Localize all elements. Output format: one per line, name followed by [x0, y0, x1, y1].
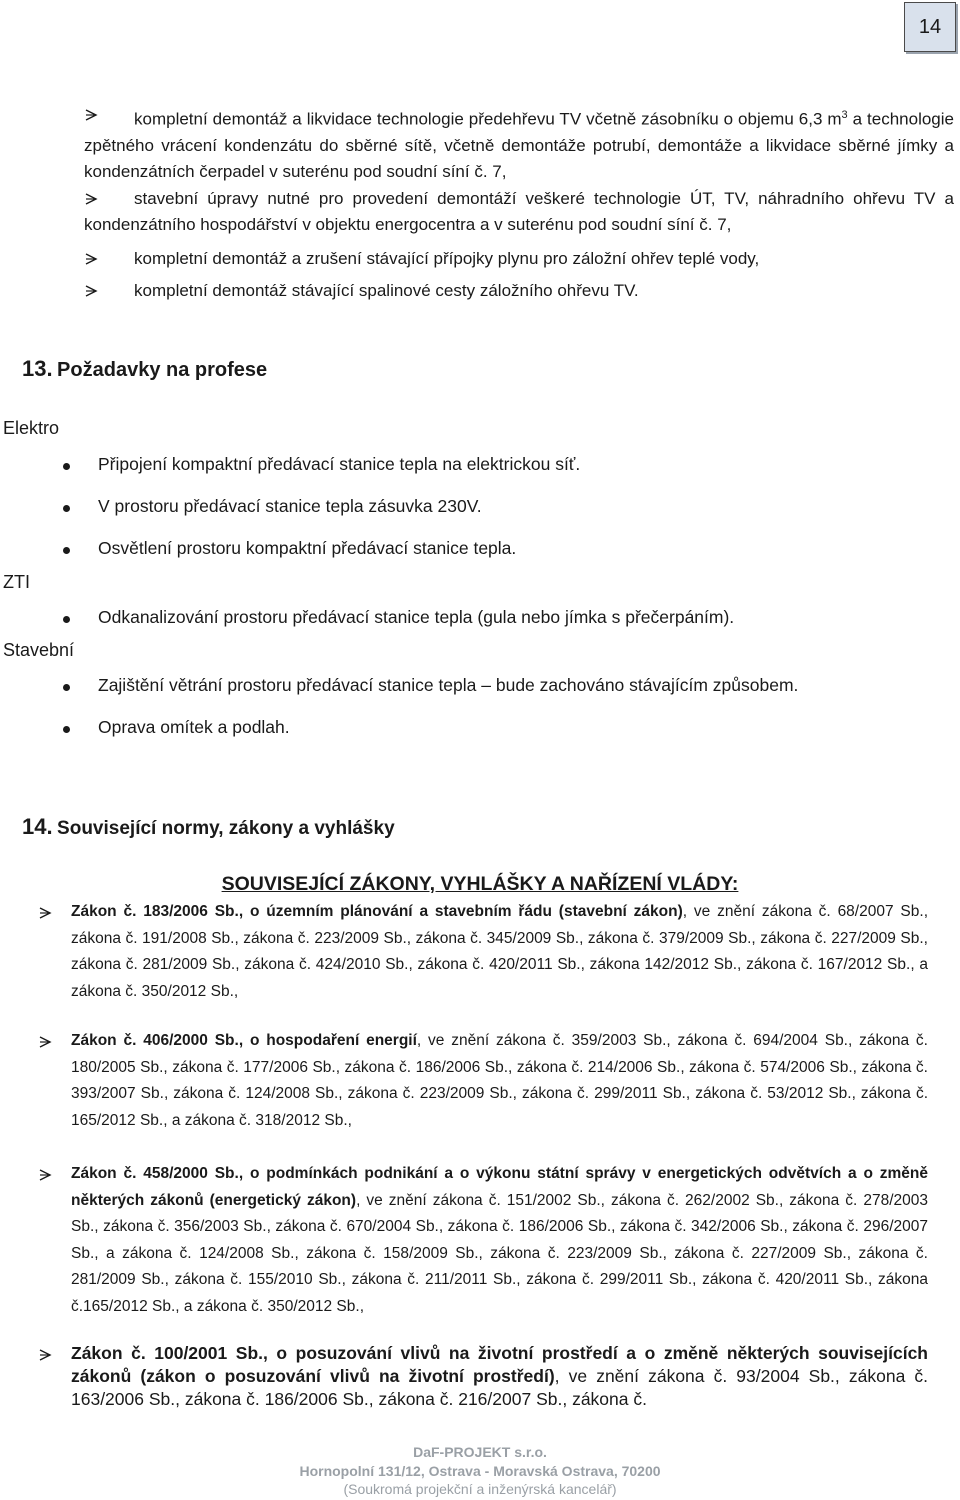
arrow-bullet-icon [38, 1168, 52, 1182]
bullet-dot-icon [63, 505, 70, 512]
law-item: Zákon č. 406/2000 Sb., o hospodaření energií, ve znění zákona č. 359/2003 Sb., zákona č. 694/2004 Sb., zákona č. 180/2005 Sb., zákona č. 177/2006 Sb., zákona č. 186/2006 Sb., zákona č. 214/2006 Sb., zákona č. 574/2006 Sb., zákona č. 393/2007 Sb., zákona č. 124/2008 Sb., zákona č. 223/2009 Sb., zákona č. 299/2011 Sb., zákona č. 53/2012 Sb., zákona č. 165/2012 Sb., a zákona č. 318/2012 Sb., [71, 1032, 928, 1129]
demolition-item: kompletní demontáž a likvidace technologie předehřevu TV včetně zásobníku o objemu 6,3 $m^3$ a technologie zpětného vrácení kondenzátu do sběrné sítě, včetně demontáže potrubí, demontáže a likvidace sběrné jímky a kondenzátních čerpadel v suterénu pod soudní síní č. 7, [84, 109, 954, 181]
section-number: 14. [22, 814, 53, 839]
profession-label-elektro: Elektro [3, 418, 60, 438]
requirement-item: Osvětlení prostoru kompaktní předávací stanice tepla. [98, 538, 517, 558]
section-title: Související normy, zákony a vyhlášky [57, 818, 395, 839]
footer-company: DaF-PROJEKT s.r.o. [413, 1444, 547, 1460]
requirement-item: Oprava omítek a podlah. [98, 717, 290, 737]
law-item: Zákon č. 183/2006 Sb., o územním plánování a stavebním řádu (stavební zákon), ve znění zákona č. 68/2007 Sb., zákona č. 191/2008 Sb., zákona č. 223/2009 Sb., zákona č. 345/2009 Sb., zákona č. 379/2009 Sb., zákona č. 227/2009 Sb., zákona č. 281/2009 Sb., zákona č. 424/2010 Sb., zákona č. 420/2011 Sb., zákona 142/2012 Sb., zákona č. 167/2012 Sb., a zákona č. 350/2012 Sb., [71, 903, 928, 1000]
requirement-item: Zajištění větrání prostoru předávací stanice tepla – bude zachováno stávajícím způsobem. [98, 675, 799, 695]
arrow-bullet-icon [38, 1348, 52, 1362]
laws-heading: SOUVISEJÍCÍ ZÁKONY, VYHLÁŠKY A NAŘÍZENÍ VLÁDY: [221, 873, 739, 895]
section-13-heading [22, 356, 267, 382]
law-item: Zákon č. 458/2000 Sb., o podmínkách podnikání a o výkonu státní správy v energetických odvětvích a o změně některých zákonů (energetický zákon), ve znění zákona č. 151/2002 Sb., zákona č. 262/2002 Sb., zákona č. 278/2003 Sb., zákona č. 356/2003 Sb., zákona č. 670/2004 Sb., zákona č. 186/2006 Sb., zákona č. 342/2006 Sb., zákona č. 296/2007 Sb., a zákona č. 124/2008 Sb., zákona č. 158/2009 Sb., zákona č. 223/2009 Sb., zákona č. 227/2009 Sb., zákona č. 281/2009 Sb., zákona č. 155/2010 Sb., zákona č. 211/2011 Sb., zákona č. 299/2011 Sb., zákona č. 420/2011 Sb., zákona č.165/2012 Sb., a zákona č. 350/2012 Sb., [71, 1165, 928, 1315]
demolition-item: stavební úpravy nutné pro provedení demontáží veškeré technologie ÚT, TV, náhradního ohřevu TV a kondenzátního hospodářství v objektu energocentra a v suterénu pod soudní síní č. 7, [84, 189, 954, 234]
profession-label-stavebni: Stavební [3, 640, 75, 660]
requirement-item: V prostoru předávací stanice tepla zásuvka 230V. [98, 496, 482, 516]
law-item: Zákon č. 100/2001 Sb., o posuzování vlivů na životní prostředí a o změně některých souvisejících zákonů (zákon o posuzování vlivů na životní prostředí), ve znění zákona č. 93/2004 Sb., zákona č. 163/2006 Sb., zákona č. 186/2006 Sb., zákona č. 216/2007 Sb., zákona č. [71, 1343, 929, 1409]
bullet-dot-icon [63, 684, 70, 691]
profession-label-zti: ZTI [3, 572, 30, 592]
arrow-bullet-icon [38, 1035, 52, 1049]
bullet-dot-icon [63, 463, 70, 470]
bullet-dot-icon [63, 547, 70, 554]
footer-address: Hornopolní 131/12, Ostrava - Moravská Ostrava, 70200 [299, 1463, 661, 1479]
arrow-bullet-icon [38, 906, 52, 920]
bullet-dot-icon [63, 616, 70, 623]
arrow-bullet-icon [84, 284, 98, 298]
section-14-heading [22, 814, 395, 840]
requirement-item: Odkanalizování prostoru předávací stanice tepla (gula nebo jímka s přečerpáním). [98, 607, 735, 627]
section-title: Požadavky na profese [57, 359, 268, 381]
bullet-dot-icon [63, 726, 70, 733]
section-number: 13. [22, 356, 53, 381]
demolition-item: kompletní demontáž stávající spalinové cesty záložního ohřevu TV. [134, 281, 639, 300]
footer-note: (Soukromá projekční a inženýrská kancelář) [343, 1481, 617, 1497]
arrow-bullet-icon [84, 252, 98, 266]
demolition-item: kompletní demontáž a zrušení stávající přípojky plynu pro záložní ohřev teplé vody, [134, 249, 760, 268]
requirement-item: Připojení kompaktní předávací stanice tepla na elektrickou síť. [98, 454, 581, 474]
page-number: 14 [904, 2, 956, 52]
